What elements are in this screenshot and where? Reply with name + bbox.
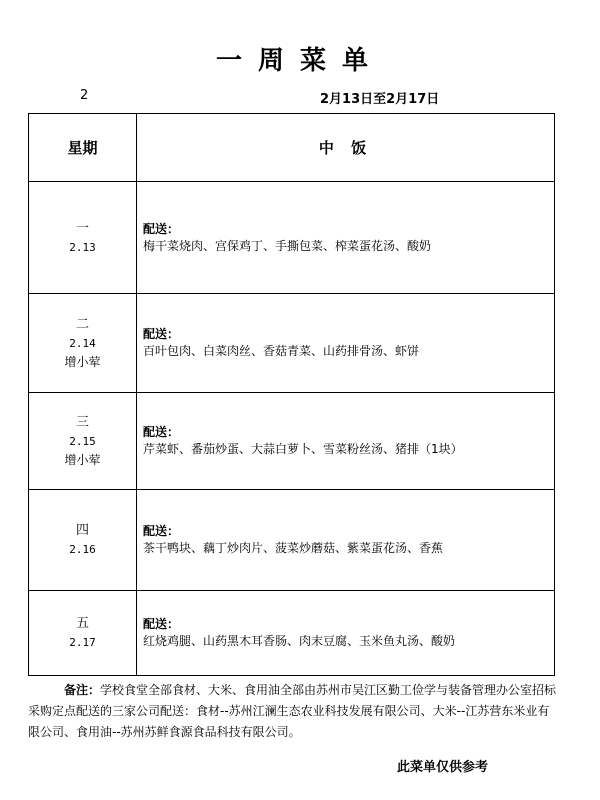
dishes-text: 百叶包肉、白菜肉丝、香菇青菜、山药排骨汤、虾饼 [143, 344, 420, 358]
lunch-cell [137, 591, 555, 676]
day-name: 三 [75, 415, 89, 430]
day-cell [29, 490, 137, 591]
day-date: 2.15 [69, 435, 96, 448]
delivery-label: 配送： [143, 221, 180, 236]
day-cell [29, 182, 137, 294]
table-row [29, 393, 555, 490]
dishes-text: 茶干鸭块、藕丁炒肉片、菠菜炒蘑菇、紫菜蛋花汤、香蕉 [143, 541, 444, 555]
page-title: 一周菜单 [215, 46, 384, 76]
day-cell [29, 294, 137, 393]
table-row [29, 591, 555, 676]
day-date: 2.16 [69, 543, 96, 556]
table-header-row [29, 114, 555, 182]
day-cell [29, 393, 137, 490]
remarks [28, 680, 558, 743]
day-name: 五 [75, 616, 89, 631]
lunch-cell [137, 294, 555, 393]
table-row [29, 490, 555, 591]
day-note: 增小荤 [64, 453, 101, 467]
day-name: 四 [75, 523, 89, 538]
day-name: 二 [75, 317, 89, 332]
date-range: 2月13日至2月17日 [320, 92, 440, 107]
menu-table [28, 113, 555, 676]
grade-label: 2 [80, 88, 89, 103]
lunch-cell [137, 393, 555, 490]
day-date: 2.17 [69, 636, 96, 649]
header-lunch: 中 饭 [137, 114, 555, 182]
day-date: 2.14 [69, 337, 96, 350]
day-name: 一 [75, 220, 89, 236]
dishes-text: 梅干菜烧肉、宫保鸡丁、手撕包菜、榨菜蛋花汤、酸奶 [143, 238, 432, 253]
delivery-label: 配送： [143, 327, 180, 341]
delivery-label: 配送： [143, 425, 180, 439]
delivery-label: 配送： [143, 524, 180, 538]
header-day: 星期 [29, 114, 137, 182]
remarks-label: 备注： [64, 683, 101, 697]
lunch-cell [137, 182, 555, 294]
reference-note: 此菜单仅供参考 [397, 760, 489, 775]
day-note: 增小荤 [64, 355, 101, 369]
remarks-text: 学校食堂全部食材、大米、食用油全部由苏州市吴江区勤工俭学与装备管理办公室招标采购定点配送的三家公司配送：食材--苏州江澜生态农业科技发展有限公司、大米--江苏营东米业有限公司、食用油--苏州苏鲜食源食品科技有限公司。 [28, 683, 557, 739]
dishes-text: 芹菜虾、番茄炒蛋、大蒜白萝卜、雪菜粉丝汤、猪排（1块） [143, 442, 463, 456]
table-row [29, 182, 555, 294]
dishes-text: 红烧鸡腿、山药黑木耳香肠、肉末豆腐、玉米鱼丸汤、酸奶 [143, 634, 456, 648]
day-date: 2.13 [69, 240, 96, 254]
delivery-label: 配送： [143, 617, 180, 631]
day-cell [29, 591, 137, 676]
table-row [29, 294, 555, 393]
lunch-cell [137, 490, 555, 591]
